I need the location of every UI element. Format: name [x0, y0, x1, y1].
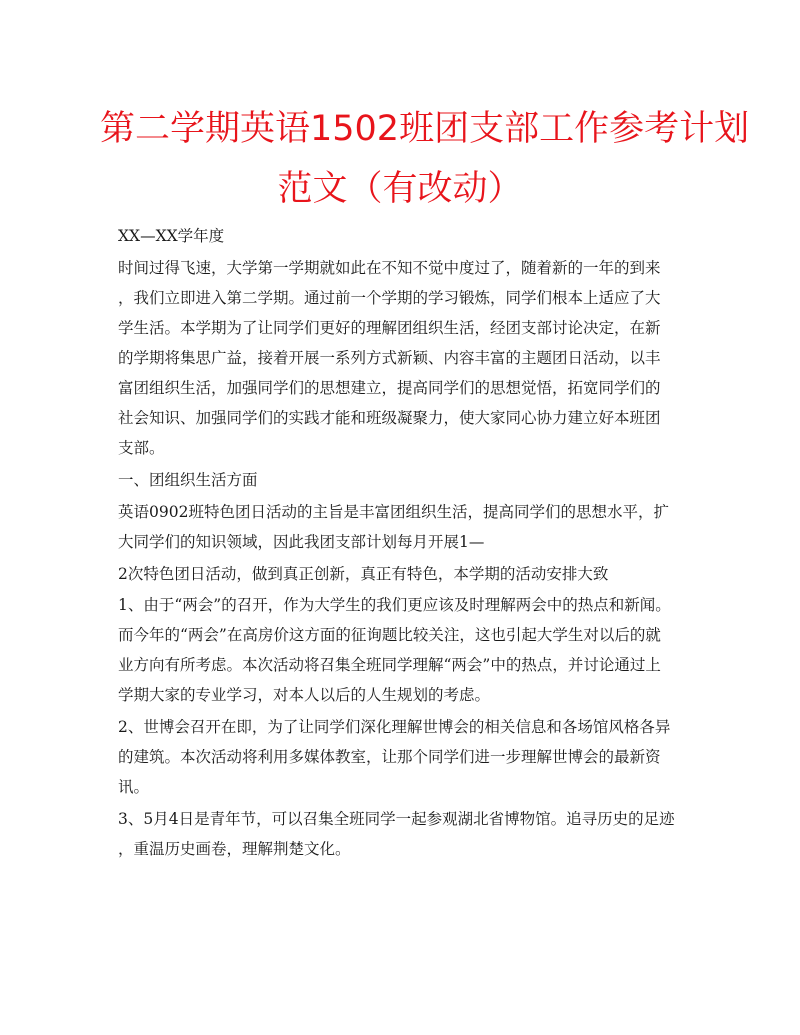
paragraph-line: 富团组织生活，加强同学们的思想建立，提高同学们的思想觉悟，拓宽同学们的	[118, 379, 661, 397]
section-heading: 一、团组织生活方面	[118, 471, 258, 489]
paragraph-line: 2次特色团日活动，做到真正创新，真正有特色，本学期的活动安排大致	[118, 565, 609, 583]
list-item-line: 3、5月4日是青年节，可以召集全班同学一起参观湖北省博物馆。追寻历史的足迹	[118, 810, 675, 828]
document-title-line-1: 第二学期英语1502班团支部工作参考计划	[100, 109, 750, 149]
paragraph-line: 的建筑。本次活动将利用多媒体教室，让那个同学们进一步理解世博会的最新资	[118, 748, 661, 766]
school-year-line: XX—XX学年度	[118, 227, 225, 245]
paragraph-line: 讯。	[118, 778, 150, 796]
paragraph-line: 支部。	[118, 439, 165, 457]
paragraph-line: 时间过得飞速，大学第一学期就如此在不知不觉中度过了，随着新的一年的到来	[118, 259, 661, 277]
paragraph-line: 社会知识、加强同学们的实践才能和班级凝聚力，使大家同心协力建立好本班团	[118, 409, 661, 427]
paragraph-line: 学期大家的专业学习，对本人以后的人生规划的考虑。	[118, 686, 491, 704]
paragraph-line: 业方向有所考虑。本次活动将召集全班同学理解“两会”中的热点，并讨论通过上	[118, 656, 661, 674]
paragraph-line: 英语0902班特色团日活动的主旨是丰富团组织生活，提高同学们的思想水平，扩	[118, 503, 669, 521]
list-item-line: 2、世博会召开在即，为了让同学们深化理解世博会的相关信息和各场馆风格各异	[118, 718, 671, 736]
paragraph-line: 大同学们的知识领域，因此我团支部计划每月开展1—	[118, 533, 485, 551]
paragraph-line: ，我们立即进入第二学期。通过前一个学期的学习锻炼，同学们根本上适应了大	[118, 289, 661, 307]
paragraph-line: ，重温历史画卷，理解荆楚文化。	[118, 840, 351, 858]
paragraph-line: 而今年的“两会”在高房价这方面的征询题比较关注，这也引起大学生对以后的就	[118, 626, 661, 644]
paragraph-line: 学生活。本学期为了让同学们更好的理解团组织生活，经团支部讨论决定，在新	[118, 319, 661, 337]
document-title-line-2: 范文（有改动）	[277, 169, 523, 209]
list-item-line: 1、由于“两会”的召开，作为大学生的我们更应该及时理解两会中的热点和新闻。	[118, 596, 671, 614]
paragraph-line: 的学期将集思广益，接着开展一系列方式新颖、内容丰富的主题团日活动，以丰	[118, 349, 661, 367]
